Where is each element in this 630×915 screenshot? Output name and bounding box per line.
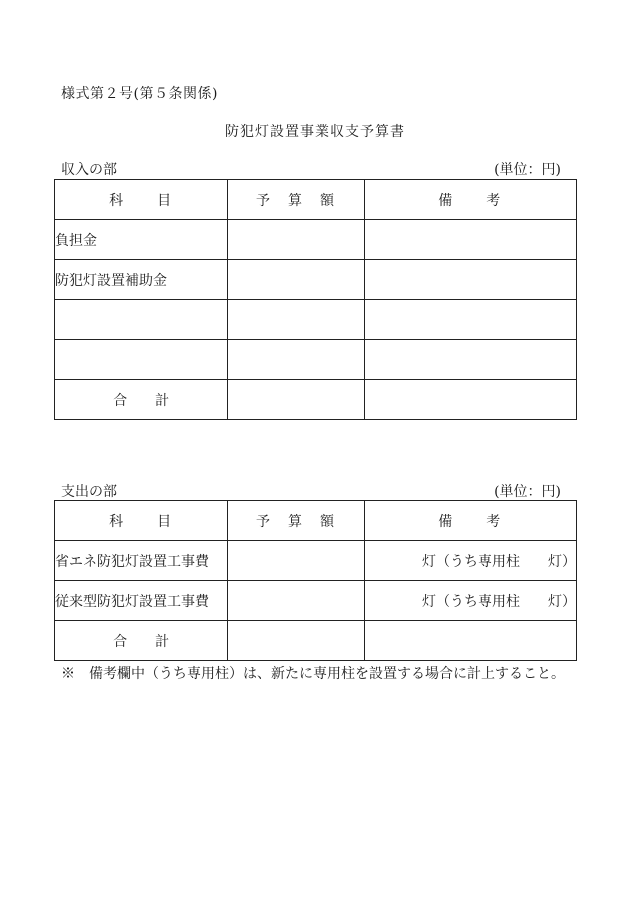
income-amount-cell[interactable]: [228, 260, 364, 300]
income-amount-cell[interactable]: [228, 340, 364, 380]
expense-amount-cell[interactable]: [228, 541, 364, 581]
expense-header-item: 科 目: [55, 501, 228, 541]
table-row: [55, 340, 577, 380]
table-row: [55, 581, 577, 621]
income-item-cell: 防犯灯設置補助金: [55, 260, 228, 300]
table-row: [55, 300, 577, 340]
income-total-label: 合 計: [55, 380, 228, 420]
expense-total-label: 合 計: [55, 621, 228, 661]
table-row: [55, 220, 577, 260]
income-section-header: [61, 159, 561, 179]
income-header-item: 科 目: [55, 180, 228, 220]
expense-unit-label: (単位：円): [494, 484, 561, 500]
expense-section-header: [61, 481, 561, 501]
expense-note-cell[interactable]: 灯（うち専用柱 灯）: [364, 581, 576, 621]
income-table: [54, 179, 577, 420]
expense-total-note[interactable]: [364, 621, 576, 661]
expense-item-cell: 省エネ防犯灯設置工事費: [55, 541, 228, 581]
income-header-amount: 予 算 額: [228, 180, 364, 220]
income-header-row: [55, 180, 577, 220]
income-item-cell[interactable]: [55, 300, 228, 340]
form-number: 様式第２号(第５条関係): [61, 86, 218, 102]
income-note-cell[interactable]: [364, 340, 576, 380]
income-unit-label: (単位：円): [494, 162, 561, 178]
income-total-row: [55, 380, 577, 420]
income-note-cell[interactable]: [364, 220, 576, 260]
expense-header-row: [55, 501, 577, 541]
income-note-cell[interactable]: [364, 300, 576, 340]
income-section-label: 収入の部: [61, 162, 117, 178]
document-title: 防犯灯設置事業収支予算書: [225, 124, 405, 140]
expense-amount-cell[interactable]: [228, 581, 364, 621]
income-amount-cell[interactable]: [228, 300, 364, 340]
table-row: [55, 260, 577, 300]
income-total-amount[interactable]: [228, 380, 364, 420]
expense-total-row: [55, 621, 577, 661]
income-amount-cell[interactable]: [228, 220, 364, 260]
income-header-note: 備 考: [364, 180, 576, 220]
expense-note-cell[interactable]: 灯（うち専用柱 灯）: [364, 541, 576, 581]
expense-item-cell: 従来型防犯灯設置工事費: [55, 581, 228, 621]
income-note-cell[interactable]: [364, 260, 576, 300]
expense-header-note: 備 考: [364, 501, 576, 541]
expense-total-amount[interactable]: [228, 621, 364, 661]
table-row: [55, 541, 577, 581]
footnote: ※ 備考欄中（うち専用柱）は、新たに専用柱を設置する場合に計上すること。: [61, 666, 565, 682]
income-item-cell[interactable]: [55, 340, 228, 380]
income-item-cell: 負担金: [55, 220, 228, 260]
expense-table: [54, 500, 577, 661]
expense-header-amount: 予 算 額: [228, 501, 364, 541]
income-total-note[interactable]: [364, 380, 576, 420]
expense-section-label: 支出の部: [61, 484, 117, 500]
